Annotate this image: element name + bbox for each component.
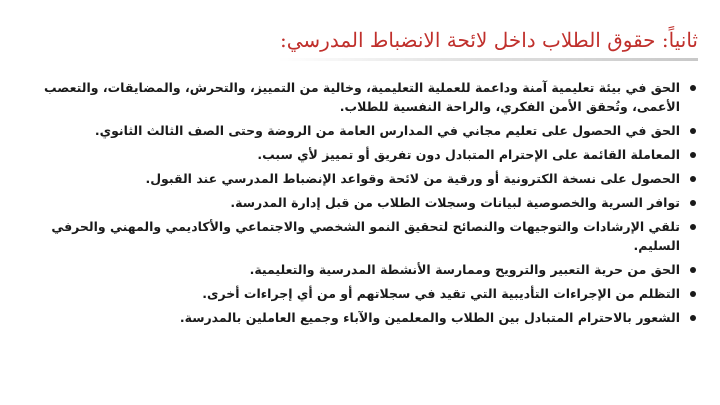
slide-title: ثانياً: حقوق الطلاب داخل لائحة الانضباط المدرسي: [280,28,698,52]
bullet-item [16,193,698,212]
bullet-item [16,260,698,279]
bullet-text: الشعور بالاحترام المتبادل بين الطلاب والمعلمين والآباء وجميع العاملين بالمدرسة. [179,310,680,325]
title-underline [278,58,698,61]
bullet-item [16,145,698,164]
bullet-dot-icon [690,267,696,273]
bullet-item [16,217,698,255]
bullet-text: الحق في بيئة تعليمية آمنة وداعمة للعملية التعليمية، وخالية من التمييز، والتحرش، والمضايقات، والتعصب الأعمى، وتُحقق الأمن الفكري، والراحة النفسية للطلاب. [44,80,680,114]
bullet-list [16,78,698,332]
bullet-dot-icon [690,200,696,206]
bullet-dot-icon [690,152,696,158]
bullet-text: الحصول على نسخة الكترونية أو ورقية من لائحة وقواعد الإنضباط المدرسي عند القبول. [145,171,680,186]
bullet-item [16,308,698,327]
bullet-item [16,121,698,140]
bullet-text: التظلم من الإجراءات التأديبية التي تقيد في سجلاتهم أو من أي إجراءات أخرى. [202,286,680,301]
bullet-dot-icon [690,291,696,297]
bullet-text: توافر السرية والخصوصية لبيانات وسجلات الطلاب من قبل إدارة المدرسة. [230,195,680,210]
bullet-item [16,284,698,303]
bullet-text: المعاملة القائمة على الإحترام المتبادل دون تفريق أو تمييز لأي سبب. [257,147,680,162]
bullet-dot-icon [690,315,696,321]
bullet-text: الحق من حرية التعبير والترويح وممارسة الأنشطة المدرسية والتعليمية. [249,262,680,277]
bullet-item [16,78,698,116]
bullet-item [16,169,698,188]
bullet-text: تلقي الإرشادات والتوجيهات والنصائح لتحقيق النمو الشخصي والاجتماعي والأكاديمي والمهني والحرفي السليم. [51,219,680,253]
bullet-dot-icon [690,224,696,230]
bullet-text: الحق في الحصول على تعليم مجاني في المدارس العامة من الروضة وحتى الصف الثالث الثانوي. [94,123,680,138]
bullet-dot-icon [690,128,696,134]
bullet-dot-icon [690,85,696,91]
bullet-dot-icon [690,176,696,182]
